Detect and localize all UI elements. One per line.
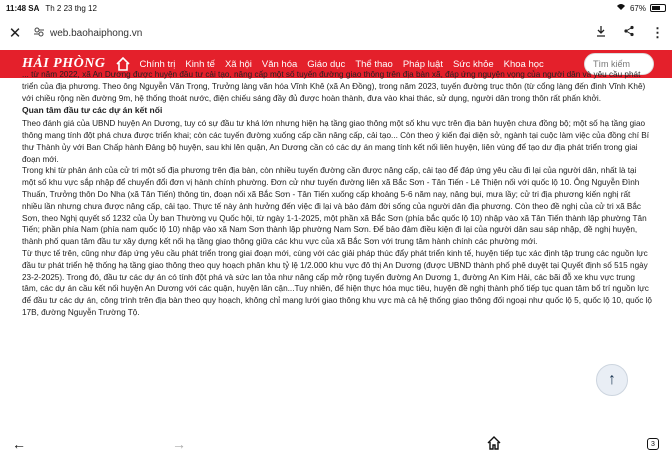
- article-paragraph: ... từ năm 2022, xã An Dương được huyện đầu tư cải tạo, nâng cấp một số tuyến đường giao thông trên địa bàn xã, đáp ứng nguyện vọng của người dân và yêu cầu phát triển của địa phương. Theo ông Nguyễn Văn Trọng, Trưởng làng văn hóa Vĩnh Khê (xã An Đồng), trong năm 2023, tuyến đường trục thôn (từ cổng làng đến đình Vĩnh Khê) với chiều rộng nền đường 9m, hệ thống thoát nước, điện chiếu sáng đầy đủ được hoàn thành, đưa vào khai thác, sử dụng, người dân trong thôn rất phấn khởi.: [22, 70, 646, 103]
- nav-item-the-thao[interactable]: Thể thao: [355, 58, 393, 70]
- url-text[interactable]: web.baohaiphong.vn: [50, 27, 143, 39]
- status-bar: [0, 0, 672, 16]
- browser-url-bar: [0, 16, 672, 50]
- nav-item-giao-duc[interactable]: Giáo dục: [307, 58, 346, 70]
- close-icon[interactable]: ✕: [8, 25, 22, 42]
- share-icon[interactable]: [623, 24, 635, 42]
- tab-count: 3: [647, 438, 659, 450]
- forward-arrow-icon[interactable]: →: [172, 436, 186, 452]
- arrow-up-icon: ↑: [608, 371, 616, 388]
- site-settings-icon[interactable]: [34, 27, 44, 40]
- article-paragraph: Theo đánh giá của UBND huyện An Dương, tuy có sự đầu tư khá lớn nhưng hiện hạ tầng giao thông một số khu vực trên địa bàn huyện chưa đồng bộ; một số hạ tầng giao thông mang tính đột phá chưa được triển khai; còn các tuyến đường xuống cấp cần nâng cấp, cải tạo... Còn theo ý kiến đại diện sở, ngành tại cuộc làm việc của đồng chí Bí thư Thành ủy với Ban Chấp hành Đảng bộ huyện, sau khi lên quận, An Dương cần có các dự án mang tính kết nối liên huyện, liên vùng để tạo dư địa phát triển trong giai đoạn mới.: [22, 119, 649, 164]
- site-logo[interactable]: HẢI PHÒNG: [22, 56, 106, 71]
- nav-item-khoa-hoc[interactable]: Khoa học: [503, 58, 544, 70]
- status-date: Th 2 23 thg 12: [45, 3, 97, 13]
- home-button-icon[interactable]: [487, 436, 501, 453]
- article-paragraph: Từ thực tế trên, cũng như đáp ứng yêu cầu phát triển trong giai đoạn mới, cùng với các giải pháp thúc đẩy phát triển kinh tế, huyện tiếp tục xác định tập trung các nguồn lực đầu tư phát triển hệ thống hạ tầng giao thông theo quy hoạch phân khu tỷ lệ 1/2.000 khu vực đô thị An Dương (được UBND thành phố phê duyệt tại Quyết định số 515 ngày 23-2-2025). Trong đó, đầu tư các dự án có tính đột phá và sức lan tỏa như nâng cấp mở rộng tuyến đường An Dương 1, đường An Kim Hải, các bãi đỗ xe khu vực trung tâm, các dự án cầu kết nối huyện An Dương với các quận, huyện lân cận...Tuy nhiên, để hiện thực hóa mục tiêu, huyện đề nghị thành phố tiếp tục quan tâm bố trí nguồn lực để đầu tư các dự án, công trình trên địa bàn theo quy hoạch, không chỉ mang lưới giao thông khu vực mà cả hệ thống giao thông đối ngoại như quốc lộ 5, quốc lộ 10, quốc lộ 17B, đường Nguyễn Trường Tộ.: [22, 248, 652, 317]
- nav-item-kinh-te[interactable]: Kinh tế: [185, 58, 215, 70]
- wifi-icon: [616, 3, 626, 13]
- status-time: 11:48 SA: [6, 3, 40, 13]
- nav-item-chinh-tri[interactable]: Chính trị: [139, 58, 176, 70]
- back-arrow-icon[interactable]: ←: [12, 436, 26, 452]
- nav-item-xa-hoi[interactable]: Xã hội: [224, 58, 252, 70]
- more-menu-icon[interactable]: ⋮: [651, 25, 664, 40]
- nav-item-van-hoa[interactable]: Văn hóa: [261, 58, 298, 70]
- battery-fill: [652, 6, 660, 10]
- battery-icon: [650, 4, 666, 12]
- tabs-button[interactable]: [647, 438, 659, 450]
- status-indicators: [616, 3, 666, 13]
- article-subheading: Quan tâm đầu tư các dự án kết nối: [22, 105, 163, 116]
- article-paragraph: Trong khi từ phản ánh của cử tri một số địa phương trên địa bàn, còn nhiều tuyến đường cần được nâng cấp, cải tạo để đáp ứng yêu cầu đi lại của người dân, nhất là tại một số khu vực sắp nhập để chuyển đổi đơn vị hành chính phường. Đơn cử như tuyến đường liên xã Bắc Sơn - Tân Tiến - Lê Thiện nối với quốc lộ 10. Ông Nguyễn Đình Thuấn, Trưởng thôn Do Nha (xã Tân Tiến) thông tin, đoạn nối xã Bắc Sơn - Tân Tiến xuống cấp khoảng 5-6 năm nay, nâng bụi, mưa lầy; cử tri địa phương kiến nghị rất nhiều lần nhưng chưa được nâng cấp, cải tạo. Thực tế này ảnh hưởng đến việc đi lại và bảo đảm đời sống của người dân địa phương. Còn theo đề nghị của cử tri xã Bắc Sơn, theo Nghị quyết số 1232 của Ủy ban Thường vụ Quốc hội, từ ngày 1-1-2025, một phần xã Bắc Sơn (phía bắc quốc lộ 10) nhập vào xã Tân Tiến thành lập phường Tân Tiến; phần phía Nam (phía nam quốc lộ 10) nhập vào xã Nam Sơn thành lập phường Nam Sơn. Để bảo đảm điều kiện đi lại của người dân sau sáp nhập, đề nghị huyện, thành phố quan tâm đầu tư xây dựng kết nối hạ tầng giao thông giữa các khu vực của xã Bắc Sơn với trung tâm hành chính các phường mới.: [22, 166, 647, 247]
- search-placeholder: Tìm kiếm: [593, 59, 630, 69]
- nav-item-suc-khoe[interactable]: Sức khỏe: [452, 58, 494, 70]
- nav-item-phap-luat[interactable]: Pháp luật: [402, 58, 443, 70]
- download-icon[interactable]: [595, 24, 607, 42]
- scroll-to-top-button[interactable]: [596, 364, 628, 396]
- article-body: [22, 69, 652, 416]
- browser-actions: [595, 24, 664, 42]
- browser-bottom-bar: [0, 428, 672, 469]
- address-field[interactable]: [34, 27, 595, 40]
- battery-percent: 67%: [629, 3, 646, 13]
